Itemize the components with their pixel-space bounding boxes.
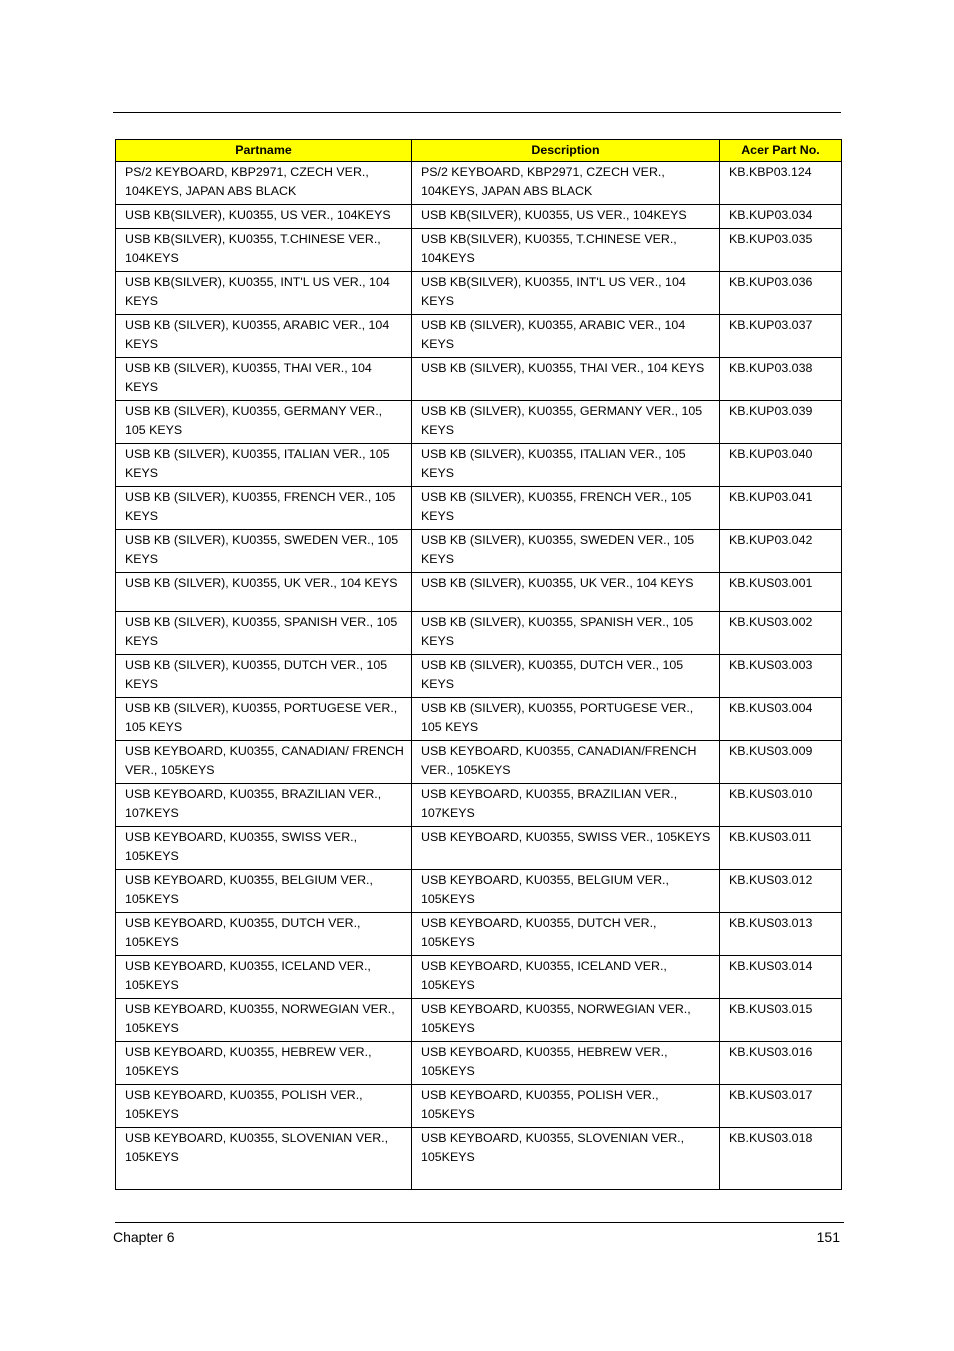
table-row: [116, 229, 842, 272]
cell-partname: USB KB (SILVER), KU0355, UK VER., 104 KEYS: [116, 573, 412, 612]
table-row: [116, 315, 842, 358]
header-partname: Partname: [116, 140, 412, 162]
cell-partname: USB KEYBOARD, KU0355, BRAZILIAN VER., 107KEYS: [116, 784, 412, 827]
cell-partname: USB KB (SILVER), KU0355, THAI VER., 104 KEYS: [116, 358, 412, 401]
cell-part-no: KB.KUS03.010: [720, 784, 842, 827]
cell-partname: USB KEYBOARD, KU0355, SLOVENIAN VER., 105KEYS: [116, 1128, 412, 1190]
table-row: [116, 999, 842, 1042]
cell-part-no: KB.KUP03.036: [720, 272, 842, 315]
cell-description: USB KB(SILVER), KU0355, INT'L US VER., 104 KEYS: [412, 272, 720, 315]
table-row: [116, 827, 842, 870]
table-row: [116, 530, 842, 573]
table-row: [116, 1085, 842, 1128]
cell-partname: USB KB (SILVER), KU0355, PORTUGESE VER., 105 KEYS: [116, 698, 412, 741]
table-row: [116, 272, 842, 315]
cell-part-no: KB.KUP03.038: [720, 358, 842, 401]
cell-part-no: KB.KUP03.040: [720, 444, 842, 487]
cell-part-no: KB.KUP03.034: [720, 205, 842, 229]
table-row: [116, 487, 842, 530]
cell-description: USB KEYBOARD, KU0355, CANADIAN/FRENCH VER., 105KEYS: [412, 741, 720, 784]
cell-partname: USB KB (SILVER), KU0355, ITALIAN VER., 105 KEYS: [116, 444, 412, 487]
cell-part-no: KB.KUP03.042: [720, 530, 842, 573]
cell-description: USB KB (SILVER), KU0355, ITALIAN VER., 105 KEYS: [412, 444, 720, 487]
cell-partname: USB KB(SILVER), KU0355, INT'L US VER., 104 KEYS: [116, 272, 412, 315]
cell-part-no: KB.KUS03.015: [720, 999, 842, 1042]
cell-part-no: KB.KUS03.002: [720, 612, 842, 655]
table-row: [116, 573, 842, 612]
cell-description: USB KB(SILVER), KU0355, T.CHINESE VER., 104KEYS: [412, 229, 720, 272]
cell-part-no: KB.KUS03.009: [720, 741, 842, 784]
cell-part-no: KB.KUS03.013: [720, 913, 842, 956]
table-row: [116, 698, 842, 741]
cell-part-no: KB.KUP03.037: [720, 315, 842, 358]
cell-description: USB KB (SILVER), KU0355, GERMANY VER., 105 KEYS: [412, 401, 720, 444]
table-row: [116, 784, 842, 827]
cell-part-no: KB.KUS03.011: [720, 827, 842, 870]
cell-part-no: KB.KUS03.004: [720, 698, 842, 741]
cell-partname: USB KB (SILVER), KU0355, DUTCH VER., 105 KEYS: [116, 655, 412, 698]
table-row: [116, 205, 842, 229]
cell-partname: PS/2 KEYBOARD, KBP2971, CZECH VER., 104KEYS, JAPAN ABS BLACK: [116, 162, 412, 205]
cell-partname: USB KB(SILVER), KU0355, T.CHINESE VER., 104KEYS: [116, 229, 412, 272]
cell-description: USB KB (SILVER), KU0355, ARABIC VER., 104 KEYS: [412, 315, 720, 358]
cell-partname: USB KB (SILVER), KU0355, ARABIC VER., 104 KEYS: [116, 315, 412, 358]
cell-part-no: KB.KUS03.012: [720, 870, 842, 913]
cell-partname: USB KEYBOARD, KU0355, BELGIUM VER., 105KEYS: [116, 870, 412, 913]
cell-description: PS/2 KEYBOARD, KBP2971, CZECH VER., 104KEYS, JAPAN ABS BLACK: [412, 162, 720, 205]
cell-partname: USB KB (SILVER), KU0355, SWEDEN VER., 105 KEYS: [116, 530, 412, 573]
cell-part-no: KB.KUS03.016: [720, 1042, 842, 1085]
cell-description: USB KEYBOARD, KU0355, DUTCH VER., 105KEYS: [412, 913, 720, 956]
cell-part-no: KB.KUS03.018: [720, 1128, 842, 1190]
cell-part-no: KB.KUP03.041: [720, 487, 842, 530]
cell-partname: USB KEYBOARD, KU0355, POLISH VER., 105KEYS: [116, 1085, 412, 1128]
table-row: [116, 162, 842, 205]
cell-partname: USB KB (SILVER), KU0355, GERMANY VER., 105 KEYS: [116, 401, 412, 444]
header-description: Description: [412, 140, 720, 162]
cell-part-no: KB.KUS03.014: [720, 956, 842, 999]
cell-description: USB KEYBOARD, KU0355, NORWEGIAN VER., 105KEYS: [412, 999, 720, 1042]
cell-description: USB KEYBOARD, KU0355, SLOVENIAN VER., 105KEYS: [412, 1128, 720, 1190]
cell-description: USB KB (SILVER), KU0355, FRENCH VER., 105 KEYS: [412, 487, 720, 530]
cell-part-no: KB.KUS03.001: [720, 573, 842, 612]
table-row: [116, 358, 842, 401]
cell-partname: USB KEYBOARD, KU0355, CANADIAN/ FRENCH VER., 105KEYS: [116, 741, 412, 784]
cell-partname: USB KB (SILVER), KU0355, SPANISH VER., 105 KEYS: [116, 612, 412, 655]
cell-description: USB KEYBOARD, KU0355, HEBREW VER., 105KEYS: [412, 1042, 720, 1085]
cell-description: USB KB(SILVER), KU0355, US VER., 104KEYS: [412, 205, 720, 229]
cell-description: USB KB (SILVER), KU0355, SWEDEN VER., 105 KEYS: [412, 530, 720, 573]
table-row: [116, 956, 842, 999]
table-row: [116, 913, 842, 956]
table-row: [116, 612, 842, 655]
cell-description: USB KB (SILVER), KU0355, PORTUGESE VER., 105 KEYS: [412, 698, 720, 741]
cell-partname: USB KEYBOARD, KU0355, DUTCH VER., 105KEYS: [116, 913, 412, 956]
cell-description: USB KB (SILVER), KU0355, DUTCH VER., 105 KEYS: [412, 655, 720, 698]
cell-partname: USB KEYBOARD, KU0355, HEBREW VER., 105KEYS: [116, 1042, 412, 1085]
cell-part-no: KB.KUP03.039: [720, 401, 842, 444]
table-row: [116, 401, 842, 444]
cell-part-no: KB.KUS03.003: [720, 655, 842, 698]
table-row: [116, 655, 842, 698]
cell-part-no: KB.KBP03.124: [720, 162, 842, 205]
table-row: [116, 741, 842, 784]
table-row: [116, 444, 842, 487]
cell-description: USB KEYBOARD, KU0355, POLISH VER., 105KEYS: [412, 1085, 720, 1128]
table-row: [116, 1128, 842, 1190]
top-rule: [113, 112, 841, 113]
cell-partname: USB KB(SILVER), KU0355, US VER., 104KEYS: [116, 205, 412, 229]
cell-description: USB KB (SILVER), KU0355, THAI VER., 104 KEYS: [412, 358, 720, 401]
cell-description: USB KEYBOARD, KU0355, ICELAND VER., 105KEYS: [412, 956, 720, 999]
cell-partname: USB KEYBOARD, KU0355, ICELAND VER., 105KEYS: [116, 956, 412, 999]
cell-partname: USB KB (SILVER), KU0355, FRENCH VER., 105 KEYS: [116, 487, 412, 530]
parts-table: [115, 139, 842, 1190]
footer-chapter: Chapter 6: [113, 1229, 175, 1245]
table-row: [116, 1042, 842, 1085]
table-header-row: [116, 140, 842, 162]
header-acer-part-no: Acer Part No.: [720, 140, 842, 162]
cell-description: USB KEYBOARD, KU0355, BRAZILIAN VER., 107KEYS: [412, 784, 720, 827]
footer-rule: [115, 1222, 844, 1223]
footer-page-number: 151: [816, 1229, 840, 1245]
cell-description: USB KEYBOARD, KU0355, BELGIUM VER., 105KEYS: [412, 870, 720, 913]
cell-partname: USB KEYBOARD, KU0355, SWISS VER., 105KEYS: [116, 827, 412, 870]
cell-part-no: KB.KUP03.035: [720, 229, 842, 272]
cell-part-no: KB.KUS03.017: [720, 1085, 842, 1128]
cell-description: USB KB (SILVER), KU0355, UK VER., 104 KEYS: [412, 573, 720, 612]
cell-description: USB KEYBOARD, KU0355, SWISS VER., 105KEYS: [412, 827, 720, 870]
table-row: [116, 870, 842, 913]
cell-partname: USB KEYBOARD, KU0355, NORWEGIAN VER., 105KEYS: [116, 999, 412, 1042]
cell-description: USB KB (SILVER), KU0355, SPANISH VER., 105 KEYS: [412, 612, 720, 655]
